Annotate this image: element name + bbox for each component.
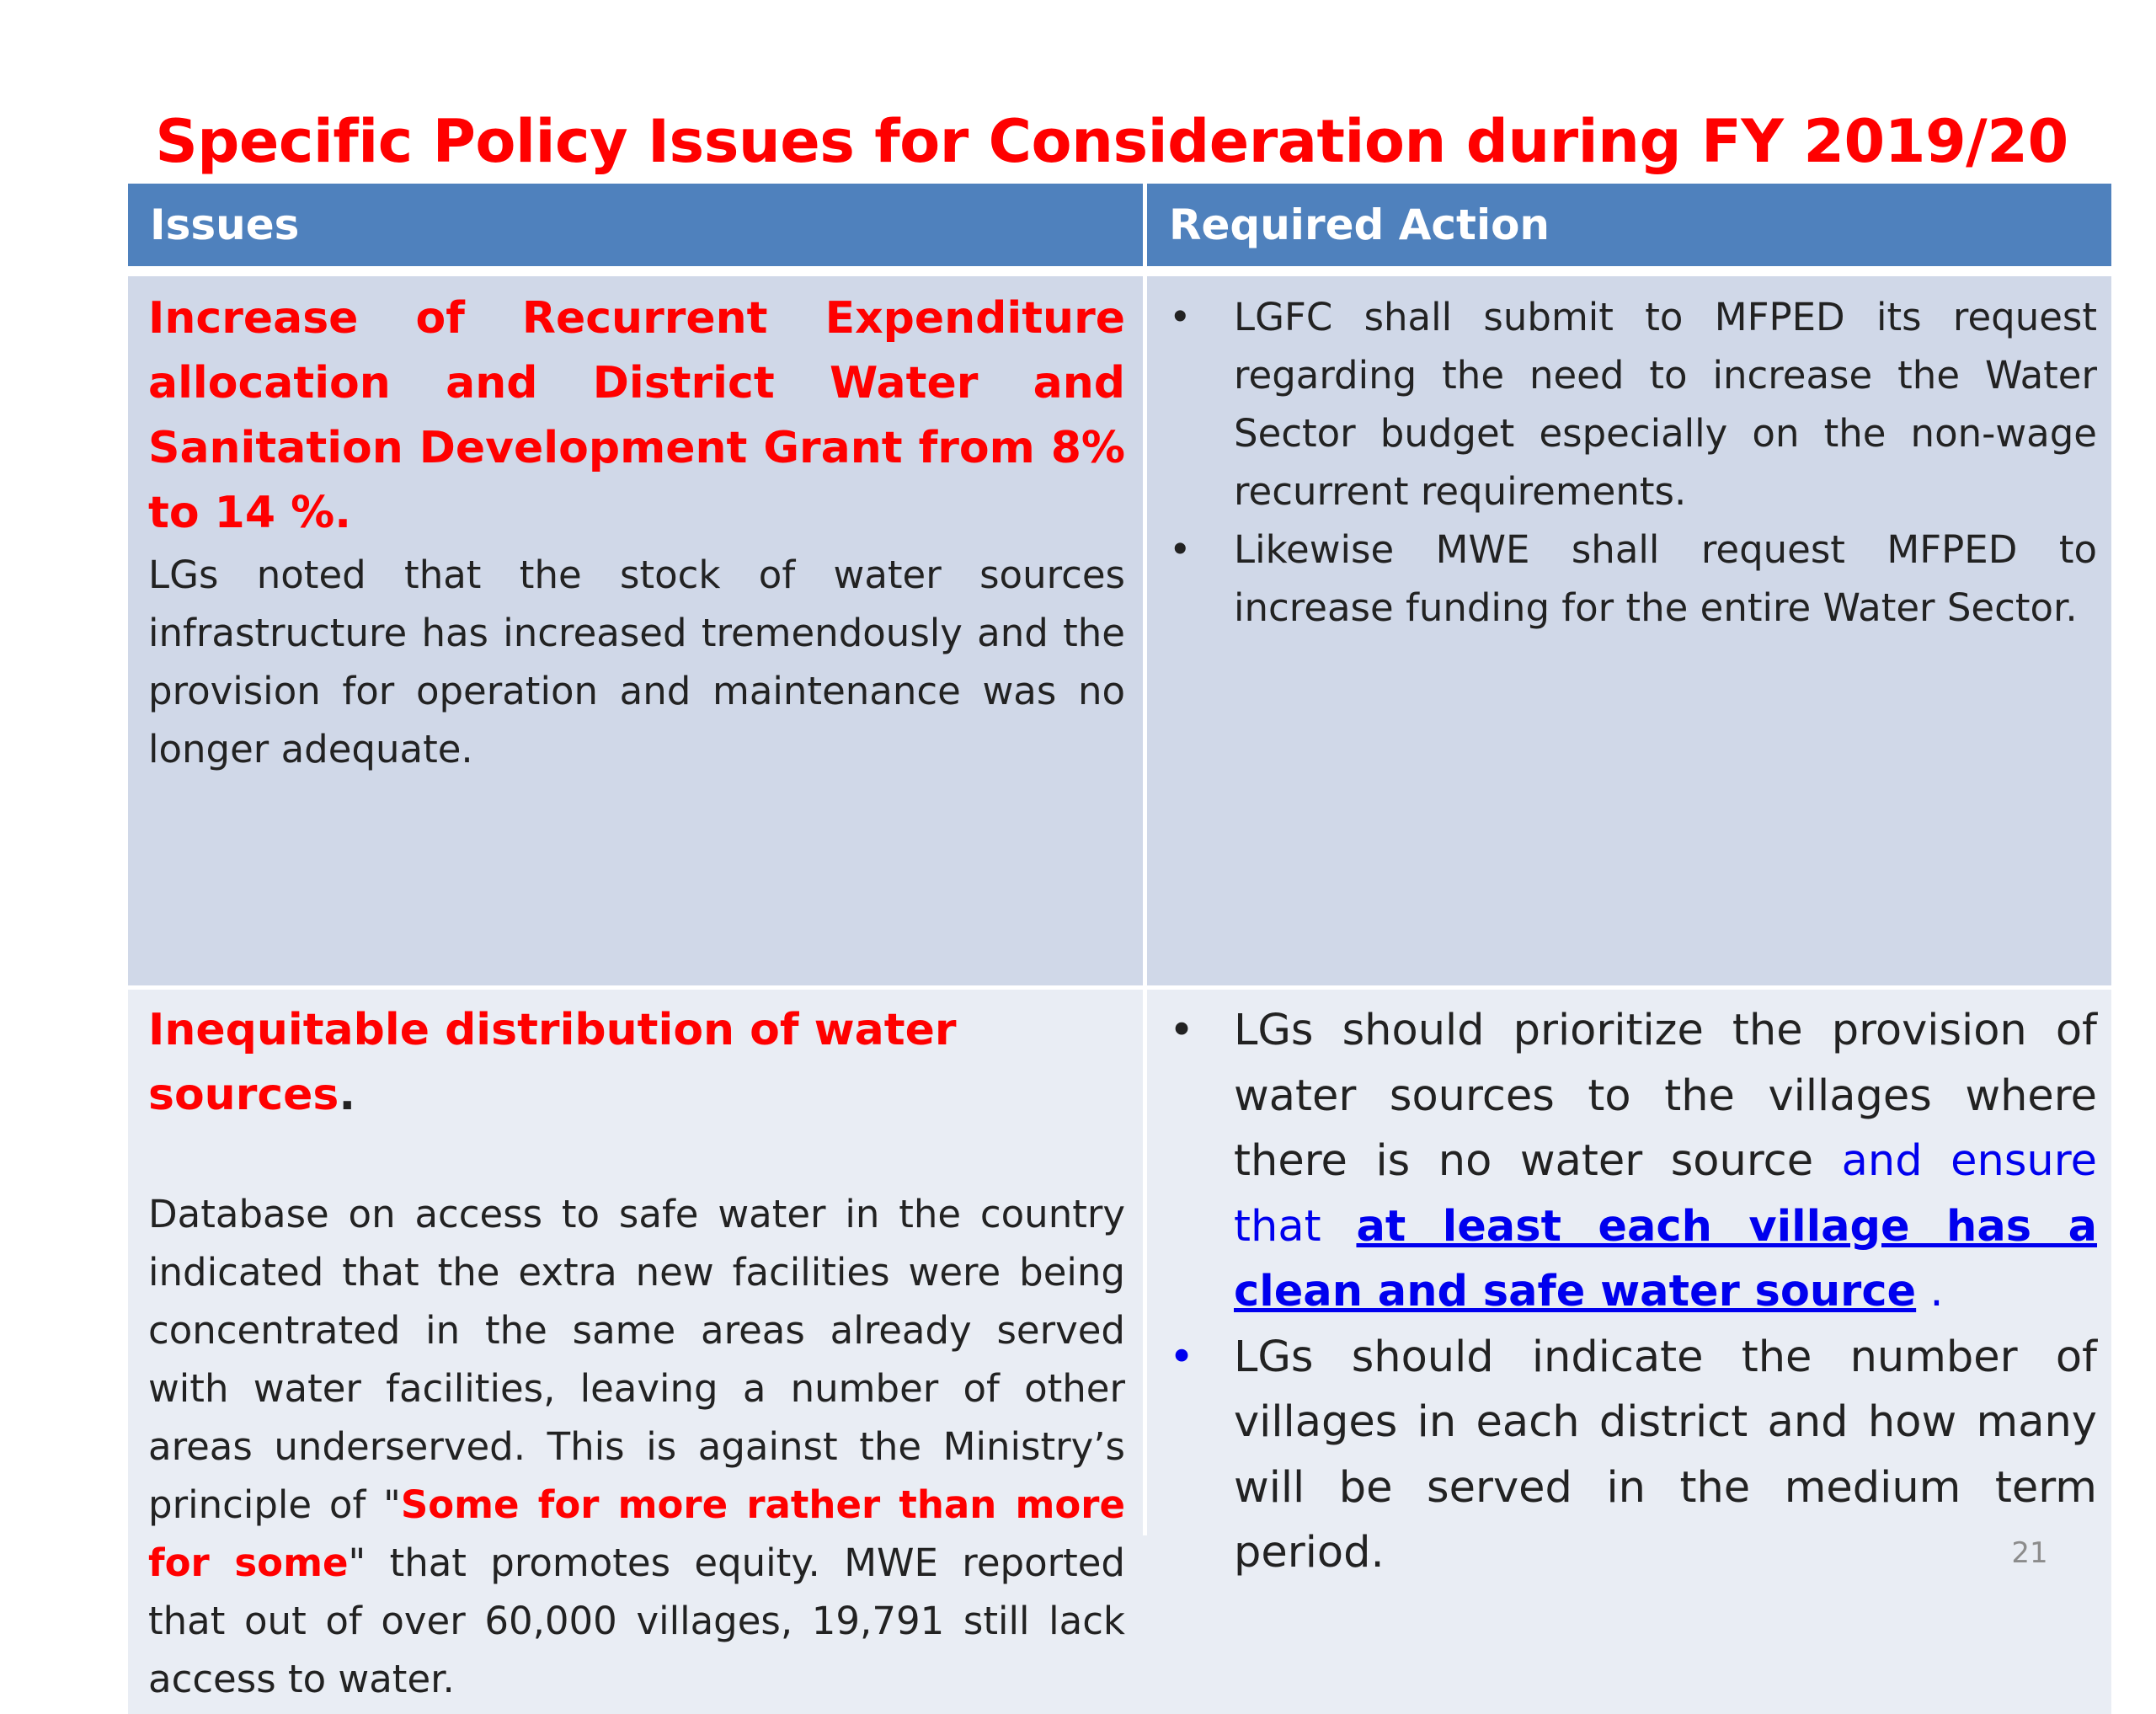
issue-title: Increase of Recurrent Expenditure allocation and District Water and Sanitation Development Grant from 8% to 14 %.: [148, 293, 1125, 538]
issue-description: LGs noted that the stock of water sources infrastructure has increased tremendously and the provision for operation and maintenance was no longer adequate.: [148, 553, 1125, 772]
bullet-icon: •: [1169, 527, 1192, 572]
row-divider: [128, 266, 2111, 276]
table-row: [128, 990, 2111, 1714]
bullet-icon: •: [1169, 295, 1192, 339]
page-number: 21: [2011, 1536, 2048, 1570]
issue-title-period: .: [339, 1070, 356, 1120]
header-issues: Issues: [150, 200, 300, 249]
issue-cell: [148, 286, 1125, 778]
list-item: [1164, 1325, 2097, 1586]
issue-description-part: " that promotes equity. MWE reported that out of over 60,000 villages, 19,791 still lack access to water.: [148, 1540, 1125, 1701]
bullet-icon: •: [1169, 1006, 1195, 1055]
action-text-end: .: [1916, 1267, 1944, 1316]
issue-description-part: Database on access to safe water in the country indicated that the extra new facilities were being concentrated in the same areas already served with water facilities, leaving a number of other areas underserved. This is against the Ministry’s principle of ": [148, 1192, 1125, 1527]
action-text-blue: and ensure that: [1234, 1136, 2097, 1252]
table-header-row: [128, 184, 2111, 266]
slide-title: Specific Policy Issues for Consideration during FY 2019/20: [155, 107, 2068, 176]
action-text: LGFC shall submit to MFPED its request regarding the need to increase the Water Sector budget especially on the non-wage recurrent requirements.: [1234, 295, 2097, 514]
table-row: [128, 276, 2111, 985]
issue-title-text: Inequitable distribution of water sources: [148, 1005, 957, 1120]
principle-quote: Some for more rather than more for some: [148, 1482, 1126, 1585]
action-emphasis-underlined: at least each village has a clean and safe water source: [1234, 1201, 2098, 1316]
action-list: [1164, 288, 2097, 637]
list-item: [1164, 521, 2097, 637]
issue-cell: [148, 998, 1125, 1708]
action-cell: [1164, 998, 2097, 1586]
column-divider: [1143, 184, 1147, 1535]
issue-title: [148, 998, 1125, 1128]
bullet-icon: •: [1169, 1332, 1195, 1382]
header-required-action: Required Action: [1169, 200, 1550, 249]
action-text: LGs should indicate the number of villages in each district and how many will be served in the medium term period.: [1234, 1332, 2097, 1578]
action-list: [1164, 998, 2097, 1586]
action-cell: [1164, 288, 2097, 637]
issue-description: [148, 1185, 1125, 1708]
action-text: LGs should prioritize the provision of water sources to the villages where there is no water source: [1234, 1006, 2097, 1186]
list-item: [1164, 998, 2097, 1325]
list-item: [1164, 288, 2097, 521]
action-text: Likewise MWE shall request MFPED to increase funding for the entire Water Sector.: [1234, 527, 2097, 630]
